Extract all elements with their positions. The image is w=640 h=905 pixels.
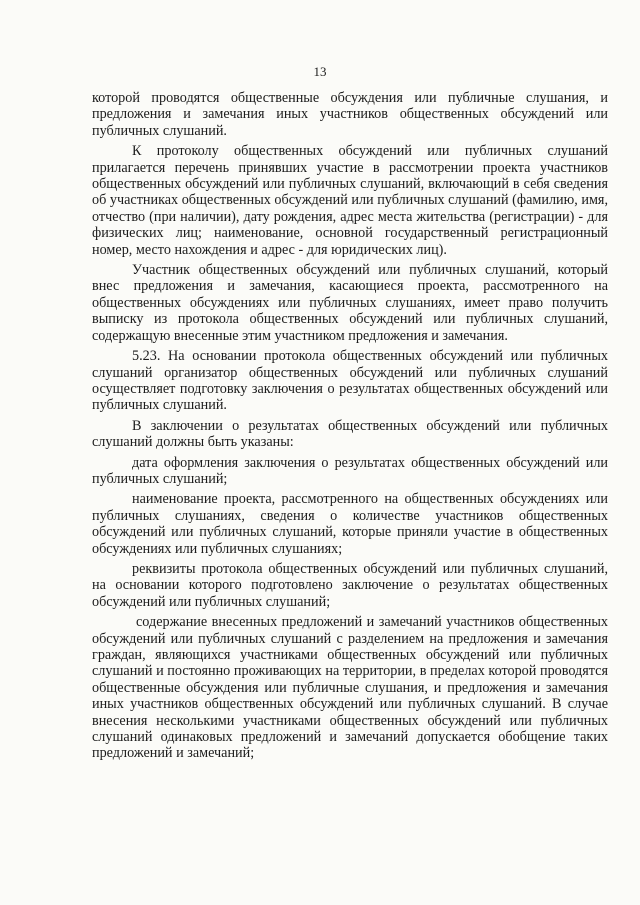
paragraph-project-name: наименование проекта, рассмотренного на общественных обсуждениях или публичных слушаниях, сведения о количестве участников общественных обсуждений или публичных слушаний, которые приняли участие в общественных обсуждениях или публичных слушаниях;	[92, 491, 608, 557]
paragraph-protocol-end: которой проводятся общественные обсуждения или публичные слушания, и предложения и замечания иных участников общественных обсуждений или публичных слушаний.	[92, 90, 608, 139]
paragraph-conclusion-date: дата оформления заключения о результатах общественных обсуждений или публичных слушаний;	[92, 454, 608, 487]
page-number: 13	[313, 64, 327, 79]
body-text	[92, 90, 608, 766]
paragraph-protocol-details: реквизиты протокола общественных обсуждений или публичных слушаний, на основании которого подготовлено заключение о результатах общественных обсуждений или публичных слушаний;	[92, 560, 608, 610]
paragraph-participants-list: К протоколу общественных обсуждений или публичных слушаний прилагается перечень принявших участие в рассмотрении проекта участников общественных обсуждений или публичных слушаний, включающий в себя сведения об участниках общественных обсуждений или публичных слушаний (фамилию, имя, отчество (при наличии), дату рождения, адрес места жительства (регистрации) - для физических лиц; наименование, основной государственный регистрационный номер, место нахождения и адрес - для юридических лиц).	[92, 143, 608, 258]
paragraph-5-23: 5.23. На основании протокола общественных обсуждений или публичных слушаний организатор общественных обсуждений или публичных слушаний осуществляет подготовку заключения о результатах общественных обсуждений или публичных слушаний.	[92, 348, 608, 414]
paragraph-conclusion-intro: В заключении о результатах общественных обсуждений или публичных слушаний должны быть указаны:	[92, 417, 608, 451]
paragraph-participant-extract: Участник общественных обсуждений или публичных слушаний, который внес предложения и замечания, касающиеся проекта, рассмотренного на общественных обсуждениях или публичных слушаниях, имеет право получить выписку из протокола общественных обсуждений или публичных слушаний, содержащую внесенные этим участником предложения и замечания.	[92, 262, 608, 344]
paragraph-proposals-content: содержание внесенных предложений и замечаний участников общественных обсуждений или публичных слушаний с разделением на предложения и замечания граждан, являющихся участниками общественных обсуждений или публичных слушаний и постоянно проживающих на территории, в пределах которой проводятся общественные обсуждения или публичные слушания, и предложения и замечания иных участников общественных обсуждений или публичных слушаний. В случае внесения несколькими участниками общественных обсуждений или публичных слушаний одинаковых предложений и замечаний допускается обобщение таких предложений и замечаний;	[92, 614, 608, 762]
